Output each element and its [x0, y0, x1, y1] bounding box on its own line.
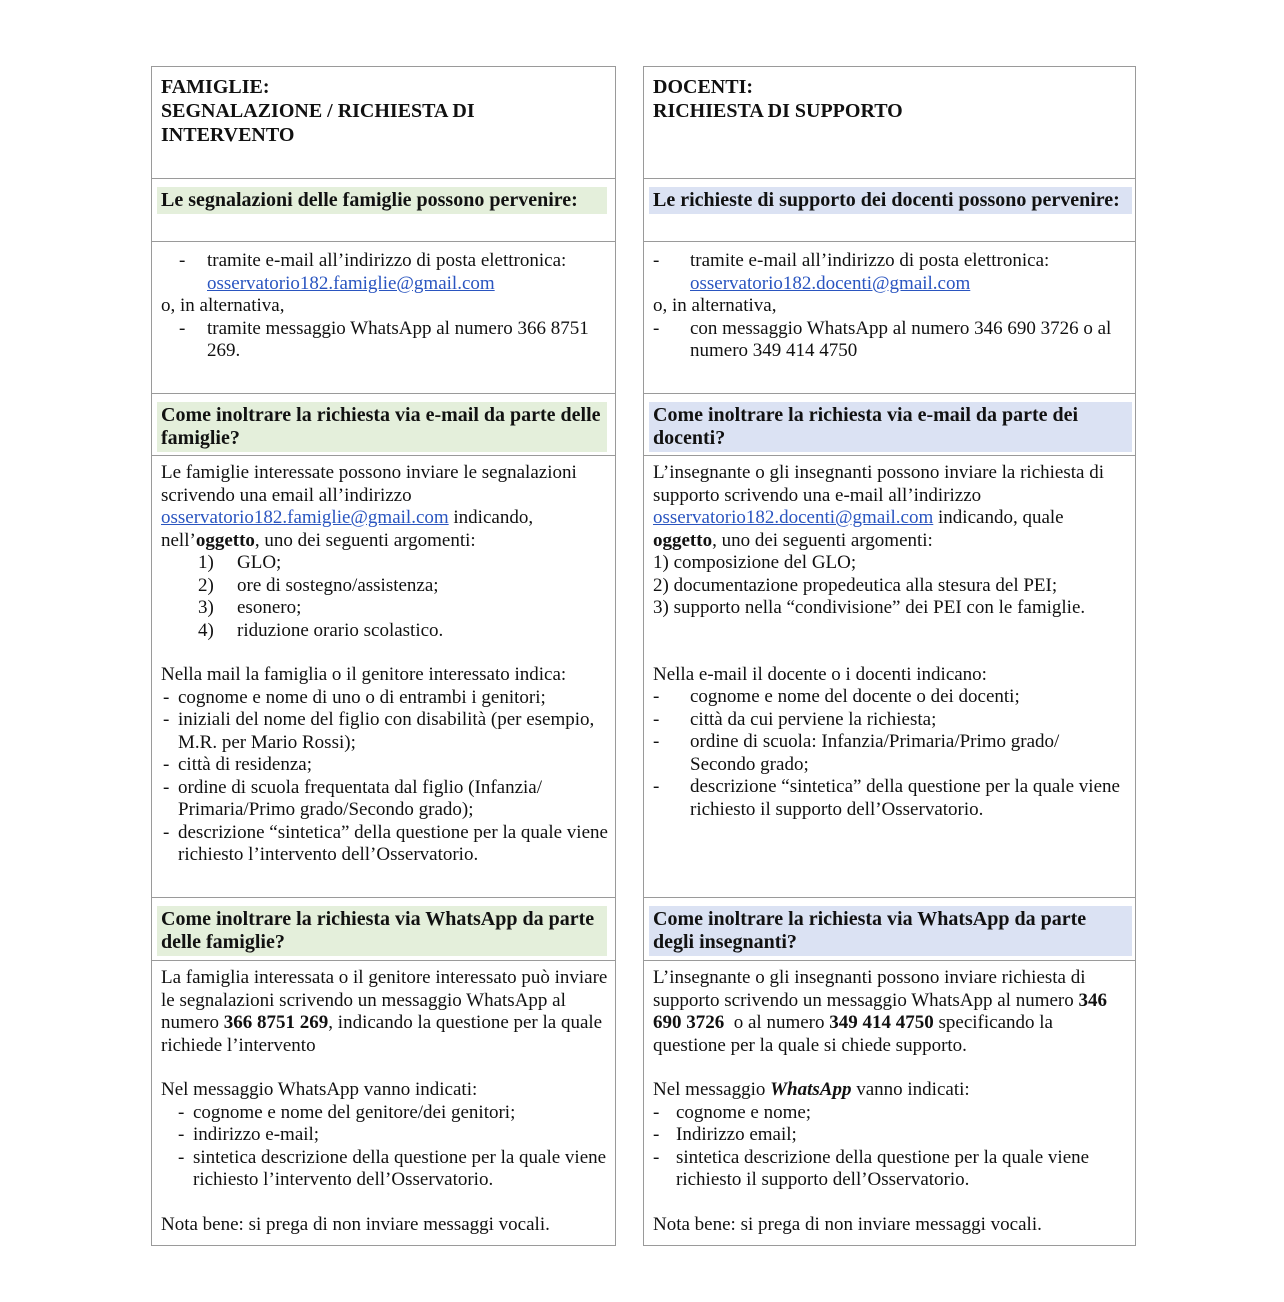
list-item: - città da cui perviene la richiesta;	[653, 708, 937, 730]
families-email-link[interactable]: osservatorio182.famiglie@gmail.com	[207, 272, 495, 294]
families-whatsapp-intro: La famiglia interessata o il genitore interessato può inviare le segnalazioni scrivendo un messaggio WhatsApp al numero 366 8751 269, indicando la questione per la quale richiede l’intervento	[161, 967, 608, 1056]
teachers-whatsapp-cell	[644, 961, 1135, 1247]
families-email-cell	[152, 456, 615, 898]
teachers-email-link[interactable]: osservatorio182.docenti@gmail.com	[690, 272, 971, 294]
list-item: - ordine di scuola: Infanzia/Primaria/Primo grado/ Secondo grado;	[653, 731, 1060, 775]
families-email-link-2[interactable]: osservatorio182.famiglie@gmail.com	[161, 507, 449, 528]
families-note: Nota bene: si prega di non inviare messaggi vocali.	[161, 1213, 550, 1235]
families-whatsapp-msg-intro: Nel messaggio WhatsApp vanno indicati:	[161, 1079, 478, 1100]
teachers-column	[643, 66, 1136, 1246]
families-mail-intro: Nella mail la famiglia o il genitore interessato indica:	[161, 664, 567, 685]
teachers-email-heading: Come inoltrare la richiesta via e-mail da parte dei docenti?	[649, 402, 1132, 452]
teachers-channels-heading-cell	[644, 179, 1135, 242]
teachers-whatsapp-heading: Come inoltrare la richiesta via WhatsApp da parte degli insegnanti?	[649, 906, 1132, 956]
bullet-marker: -	[179, 250, 186, 271]
families-whatsapp-number: 366 8751 269	[223, 1012, 329, 1033]
list-item: 3) esonero;	[198, 597, 302, 618]
list-item: - iniziali del nome del figlio con disabilità (per esempio, M.R. per Mario Rossi);	[163, 709, 595, 753]
list-item: 2) documentazione propedeutica alla stesura del PEI;	[653, 574, 1058, 596]
whatsapp-brand-text: WhatsApp	[770, 1079, 852, 1100]
teachers-title-line1: DOCENTI:	[653, 76, 754, 98]
list-item: 1) composizione del GLO;	[653, 552, 857, 573]
teachers-channels-cell	[644, 242, 1135, 394]
families-email-channel: - tramite e-mail all’indirizzo di posta elettronica: osservatorio182.famiglie@gmail.com	[179, 250, 567, 294]
teachers-email-link-2[interactable]: osservatorio182.docenti@gmail.com	[653, 507, 934, 528]
list-item: 4) riduzione orario scolastico.	[198, 619, 444, 641]
teachers-whatsapp-number-1: 346 690 3726	[653, 989, 1107, 1033]
list-item: 2) ore di sostegno/assistenza;	[198, 574, 439, 596]
teachers-alternative-text: o, in alternativa,	[653, 295, 777, 316]
list-item: - sintetica descrizione della questione per la quale viene richiesto l’intervento dell’Osservatorio.	[178, 1146, 607, 1190]
list-item: - indirizzo e-mail;	[178, 1124, 320, 1145]
families-whatsapp-cell	[152, 961, 615, 1247]
teachers-whatsapp-channel: - con messaggio WhatsApp al numero 346 690 3726 o al numero 349 414 4750	[653, 317, 1112, 361]
list-item: - descrizione “sintetica” della questione per la quale viene richiesto l’intervento dell’Osservatorio.	[163, 821, 608, 865]
families-title-line1: FAMIGLIE:	[161, 76, 270, 98]
list-item: - cognome e nome del genitore/dei genitori;	[178, 1101, 516, 1123]
list-item: 3) supporto nella “condivisione” dei PEI con le famiglie.	[653, 597, 1086, 618]
teachers-email-cell	[644, 456, 1135, 898]
teachers-title-line2: RICHIESTA DI SUPPORTO	[653, 100, 903, 122]
list-item: - ordine di scuola frequentata dal figlio (Infanzia/ Primaria/Primo grado/Secondo grado);	[163, 776, 543, 820]
families-title-cell	[152, 67, 615, 179]
list-item: - cognome e nome di uno o di entrambi i genitori;	[163, 686, 546, 708]
families-title-line3: INTERVENTO	[161, 124, 295, 146]
families-whatsapp-heading-cell	[152, 898, 615, 961]
teachers-mail-intro: Nella e-mail il docente o i docenti indicano:	[653, 663, 987, 685]
families-channels-heading: Le segnalazioni delle famiglie possono pervenire:	[157, 187, 607, 214]
families-column	[151, 66, 616, 1246]
teachers-whatsapp-msg-intro: Nel messaggio WhatsApp vanno indicati:	[653, 1079, 970, 1100]
families-email-heading-cell	[152, 394, 615, 456]
families-whatsapp-channel: - tramite messaggio WhatsApp al numero 366 8751 269.	[179, 317, 589, 361]
families-channels-cell	[152, 242, 615, 394]
list-item: - cognome e nome del docente o dei docenti;	[653, 686, 1020, 707]
list-item: - Indirizzo email;	[653, 1124, 797, 1145]
teachers-title-cell	[644, 67, 1135, 179]
bullet-marker: -	[653, 317, 660, 339]
list-item: 1) GLO;	[198, 552, 282, 573]
teachers-whatsapp-intro: L’insegnante o gli insegnanti possono inviare richiesta di supporto scrivendo un messaggio WhatsApp al numero 346 690 3726 o al numero 349 414 4750 specificando la questione per la quale si chiede supporto.	[653, 967, 1107, 1056]
list-item: - descrizione “sintetica” della questione per la quale viene richiesto il supporto dell’Osservatorio.	[653, 776, 1120, 820]
teachers-email-heading-cell	[644, 394, 1135, 456]
list-item: - cognome e nome;	[653, 1101, 812, 1123]
teachers-note: Nota bene: si prega di non inviare messaggi vocali.	[653, 1213, 1042, 1235]
teachers-email-intro: L’insegnante o gli insegnanti possono inviare la richiesta di supporto scrivendo una e-mail all’indirizzo osservatorio182.docenti@gmail.com indicando, quale oggetto, uno dei seguenti argomenti:	[653, 462, 1104, 551]
teachers-channels-heading: Le richieste di supporto dei docenti possono pervenire:	[649, 187, 1132, 214]
families-title-line2: SEGNALAZIONE / RICHIESTA DI	[161, 100, 475, 122]
families-channels-heading-cell	[152, 179, 615, 242]
families-email-intro: Le famiglie interessate possono inviare le segnalazioni scrivendo una email all’indirizzo osservatorio182.famiglie@gmail.com indicando, nell’oggetto, uno dei seguenti argomenti:	[161, 462, 577, 551]
list-item: - città di residenza;	[163, 754, 312, 775]
bullet-marker: -	[179, 317, 186, 339]
families-alternative-text: o, in alternativa,	[161, 295, 285, 316]
teachers-whatsapp-heading-cell	[644, 898, 1135, 961]
families-email-heading: Come inoltrare la richiesta via e-mail da parte delle famiglie?	[157, 402, 607, 452]
teachers-whatsapp-number-2: 349 414 4750	[829, 1012, 934, 1033]
families-whatsapp-heading: Come inoltrare la richiesta via WhatsApp da parte delle famiglie?	[157, 906, 607, 956]
list-item: - sintetica descrizione della questione per la quale viene richiesto il supporto dell’Osservatorio.	[653, 1146, 1090, 1190]
bullet-marker: -	[653, 250, 660, 271]
teachers-email-channel: - tramite e-mail all’indirizzo di posta elettronica: osservatorio182.docenti@gmail.com	[653, 250, 1050, 294]
